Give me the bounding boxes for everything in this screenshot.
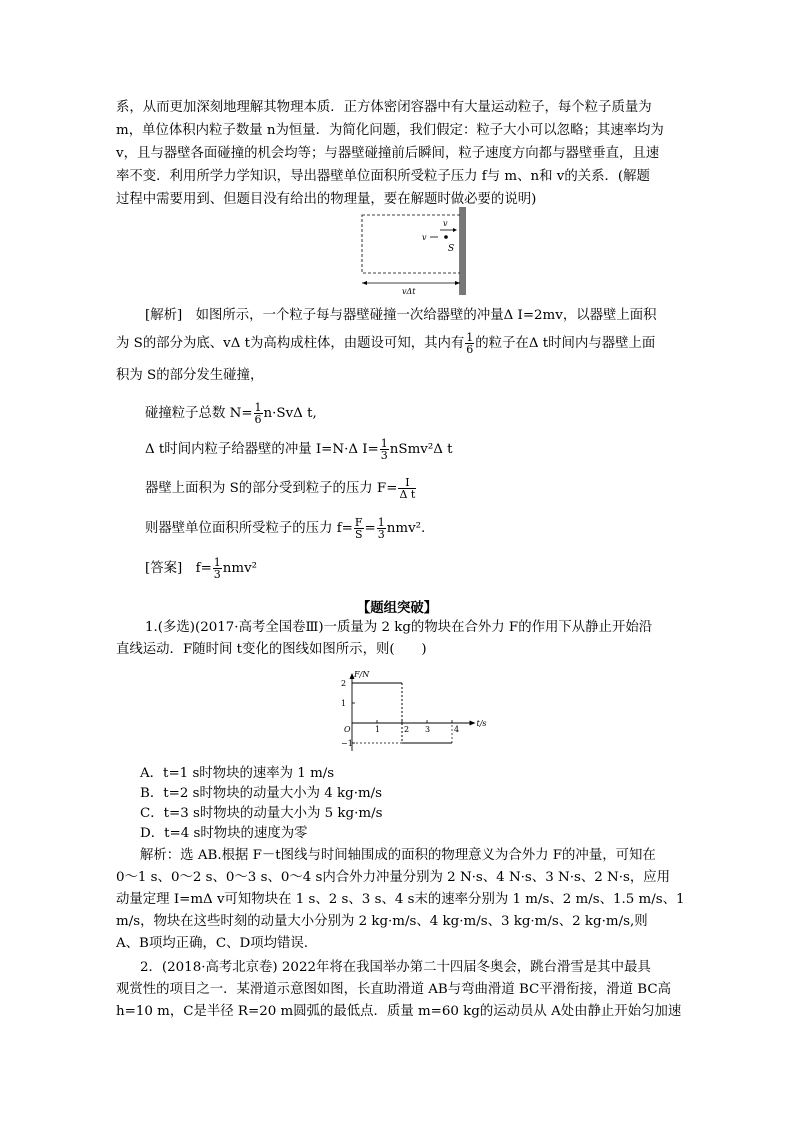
q2-line-2: 观赏性的项目之一．某滑道示意图如图，长直助滑道 AB与弯曲滑道 BC平滑衔接，滑道 BC高 <box>116 982 672 997</box>
q1-option-a: A．t=1 s时物块的速率为 1 m/s <box>140 766 335 781</box>
q1-line-1: 1.(多选)(2017·高考全国卷Ⅲ)一质量为 2 kg的物块在合外力 F的作用下从静止开始沿 <box>145 620 653 635</box>
origin-label: O <box>344 725 351 734</box>
q1-option-b: B．t=2 s时物块的动量大小为 4 kg·m/s <box>140 786 383 801</box>
y-axis-label: F/N <box>354 670 370 679</box>
q1-solution-5: A、B项均正确，C、D项均错误. <box>116 936 309 951</box>
analysis-line-2a: 为 S的部分为底、vΔ t为高构成柱体，由题设可知，其内有 <box>116 336 465 351</box>
q1-solution-2: 0～1 s、0～2 s、0～3 s、0～4 s内合外力冲量分别为 2 N·s、4 N·s、3 N·s、2 N·s，应用 <box>116 870 671 885</box>
intro-line-5: 过程中需要用到、但题目没有给出的物理量，要在解题时做必要的说明) <box>116 192 537 207</box>
x-axis-label: t/s <box>476 719 487 728</box>
equation-total-particles: 碰撞粒子总数 N= $\frac{1}{6}$ n·SvΔ t, <box>145 401 317 426</box>
analysis-line-2 <box>116 332 655 355</box>
dimension-arrow-right <box>455 281 460 285</box>
analysis-line-2b: 的粒子在Δ t时间内与器壁上面 <box>475 336 656 351</box>
intro-line-4: 率不变．利用所学力学知识，导出器壁单位面积所受粒子压力 f与 m、n和 v的关系．(解题 <box>116 169 650 184</box>
intro-line-2: m，单位体积内粒子数量 n为恒量．为简化问题，我们假定：粒子大小可以忽略；其速率均为 <box>116 123 664 138</box>
x-tick-label: 2 <box>404 725 410 734</box>
section-heading: 【题组突破】 <box>356 600 438 616</box>
y-tick-label: 2 <box>341 679 347 688</box>
analysis-line-1: [解析] 如图所示，一个粒子每与器壁碰撞一次给器壁的冲量Δ I=2mv，以器壁上面积 <box>145 308 657 323</box>
x-axis-arrow <box>470 721 476 726</box>
force-time-chart <box>330 657 495 757</box>
q1-line-2: 直线运动．F随时间 t变化的图线如图所示，则( ) <box>116 642 427 657</box>
v-top-label: v <box>443 219 448 228</box>
q1-solution-3: 动量定理 I=mΔ v可知物块在 1 s、2 s、3 s、4 s末的速率分别为 1 m/s、2 m/s、1.5 m/s、1 <box>116 892 685 907</box>
wall-hatching <box>460 207 466 295</box>
y-tick-label: −1 <box>341 739 353 748</box>
intro-line-3: v，且与器壁各面碰撞的机会均等；与器壁碰撞前后瞬间，粒子速度方向都与器壁垂直，且速 <box>116 146 660 161</box>
v-left-label: v <box>422 233 427 242</box>
container-wall-figure <box>350 205 490 300</box>
x-tick-label: 1 <box>375 725 381 734</box>
y-tick-label: 1 <box>341 699 347 708</box>
fraction-one-sixth: $\frac{1}{6}$ <box>466 331 474 356</box>
x-tick-label: 4 <box>454 725 460 734</box>
answer-line: [答案] f= $\frac{1}{3}$ nmv² <box>145 556 258 581</box>
dimension-arrow-left <box>362 281 367 285</box>
x-tick-label: 3 <box>425 725 431 734</box>
q1-option-c: C．t=3 s时物块的动量大小为 5 kg·m/s <box>140 806 383 821</box>
q2-line-3: h=10 m，C是半径 R=20 m圆弧的最低点．质量 m=60 kg的运动员从 A处由静止开始匀加速 <box>116 1004 682 1019</box>
q1-solution-1: 解析：选 AB.根据 F－t图线与时间轴围成的面积的物理意义为合外力 F的冲量，可知在 <box>140 848 656 863</box>
equation-impulse: Δ t时间内粒子给器壁的冲量 I=N·Δ I= $\frac{1}{3}$ nSmv²Δ t <box>145 437 453 462</box>
particle-dot <box>444 235 448 239</box>
q2-line-1: 2．(2018·高考北京卷) 2022年将在我国举办第二十四届冬奥会，跳台滑雪是其中最具 <box>140 960 651 975</box>
equation-force: 器壁上面积为 S的部分受到粒子的压力 F= $\frac{I}{\text{Δ t}}$ <box>145 476 416 501</box>
intro-line-1: 系，从而更加深刻地理解其物理本质．正方体密闭容器中有大量运动粒子，每个粒子质量为 <box>116 100 652 115</box>
velocity-arrowhead-right <box>453 228 457 232</box>
s-label: S <box>448 244 455 254</box>
analysis-line-3: 积为 S的部分发生碰撞， <box>116 368 264 383</box>
q1-solution-4: m/s，物块在这些时刻的动量大小分别为 2 kg·m/s、4 kg·m/s、3 kg·m/s、2 kg·m/s,则 <box>116 914 648 929</box>
q1-option-d: D．t=4 s时物块的速度为零 <box>140 826 308 841</box>
vdt-label: vΔt <box>402 287 416 296</box>
equation-pressure: 则器壁单位面积所受粒子的压力 f= $\frac{F}{S}$ = $\frac{1}{3}$ nmv². <box>145 516 426 541</box>
